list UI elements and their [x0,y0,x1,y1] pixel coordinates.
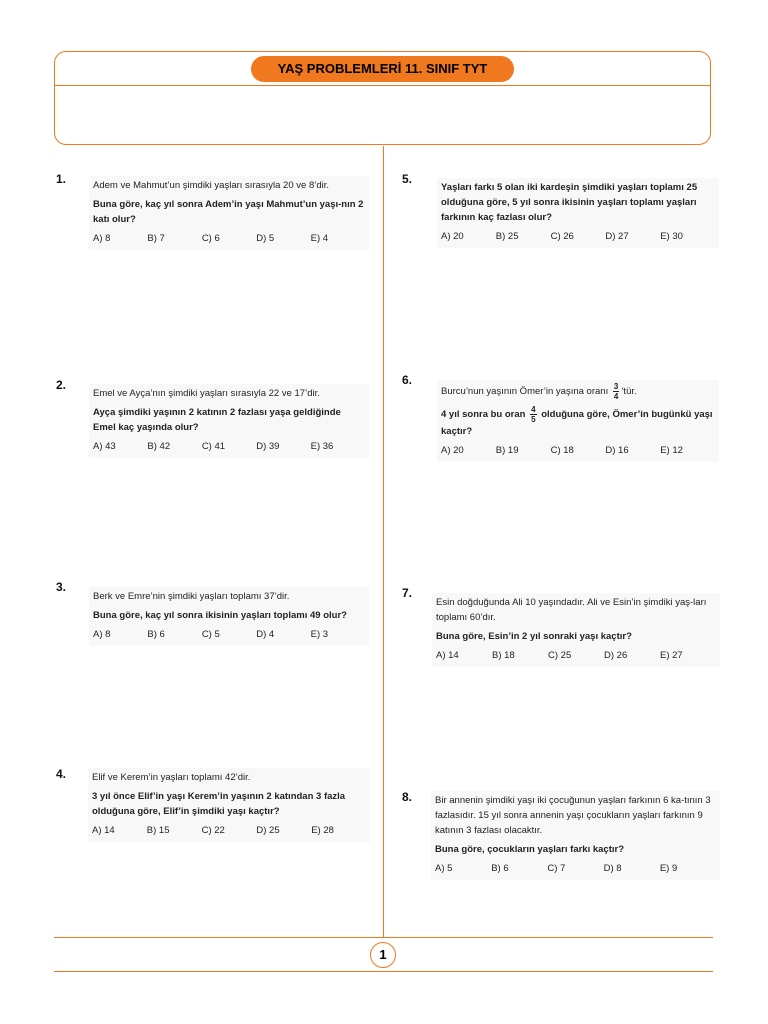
question-statement: Esin doğduğunda Ali 10 yaşındadır. Ali ve Esin’in şimdiki yaş-ları toplamı 60’dır. [436,597,707,623]
question-4 [88,768,370,842]
page-title: YAŞ PROBLEMLERİ 11. SINIF TYT [251,56,514,82]
option-e[interactable]: E) 30 [660,231,683,242]
option-e[interactable]: E) 3 [310,629,329,640]
question-prompt [441,405,715,439]
column-divider [383,146,384,937]
answer-options [93,627,365,642]
option-d[interactable]: D) 26 [604,650,628,661]
question-statement: Adem ve Mahmut’un şimdiki yaşları sırasıyla 20 ve 8’dir. [93,180,330,191]
question-number: 4. [56,767,67,781]
statement-suffix: ’tür. [621,386,637,398]
option-c[interactable]: C) 7 [547,863,566,874]
page-number: 1 [370,942,396,968]
question-8 [431,791,720,880]
statement-text: Burcu’nun yaşının Ömer’in yaşına oranı [441,386,609,398]
question-prompt: Yaşları farkı 5 olan iki kardeşin şimdiki yaşları toplamı 25 olduğuna göre, 5 yıl sonra ikisinin yaşları toplamı yaşları farkının kaç fazlası olur? [441,182,698,223]
prompt-suffix: olduğuna göre, Ömer’in bugünkü yaşı kaçtır? [441,409,713,437]
option-c[interactable]: C) 18 [550,445,574,456]
option-e[interactable]: E) 27 [660,650,683,661]
option-d[interactable]: D) 8 [603,863,622,874]
option-b[interactable]: B) 15 [146,825,170,836]
footer-rule-top [54,937,713,938]
option-d[interactable]: D) 39 [256,441,280,452]
option-b[interactable]: B) 7 [147,233,165,244]
option-d[interactable]: D) 27 [605,231,629,242]
option-a[interactable]: A) 8 [93,233,111,244]
option-b[interactable]: B) 18 [492,650,515,661]
option-c[interactable]: C) 6 [201,233,220,244]
question-3 [89,587,369,646]
question-number: 2. [56,378,67,392]
option-c[interactable]: C) 26 [550,231,574,242]
answer-options [436,648,716,663]
option-d[interactable]: D) 16 [605,445,629,456]
option-c[interactable]: C) 25 [548,650,572,661]
question-prompt: Buna göre, Esin’in 2 yıl sonraki yaşı kaçtır? [436,631,632,642]
option-c[interactable]: C) 5 [201,629,220,640]
question-5 [437,178,719,248]
option-b[interactable]: B) 19 [495,445,519,456]
option-a[interactable]: A) 14 [92,825,115,836]
option-e[interactable]: E) 4 [310,233,329,244]
option-a[interactable]: A) 20 [441,445,464,456]
option-a[interactable]: A) 5 [435,863,453,874]
option-c[interactable]: C) 22 [201,825,225,836]
option-e[interactable]: E) 9 [659,863,678,874]
question-prompt: Buna göre, çocukların yaşları farkı kaçtır? [435,844,625,855]
question-number: 5. [402,172,413,186]
answer-options [441,443,715,458]
question-prompt: Buna göre, kaç yıl sonra ikisinin yaşları toplamı 49 olur? [93,610,347,621]
option-d[interactable]: D) 5 [256,233,275,244]
option-a[interactable]: A) 14 [436,650,459,661]
question-prompt: Buna göre, kaç yıl sonra Adem’in yaşı Mahmut’un yaşı-nın 2 katı olur? [93,199,364,225]
header-divider [54,85,711,86]
question-6 [437,380,719,462]
question-1 [89,176,369,250]
option-d[interactable]: D) 25 [256,825,280,836]
question-number: 1. [56,172,67,186]
ratio-fraction: $\frac{4}{5}$ [531,405,536,424]
option-b[interactable]: B) 6 [491,863,509,874]
answer-options [93,439,365,454]
option-e[interactable]: E) 12 [660,445,683,456]
question-statement: Emel ve Ayça’nın şimdiki yaşları sırasıyla 22 ve 17’dir. [93,388,320,399]
question-number: 6. [402,373,413,387]
question-7 [432,593,720,667]
footer-rule-bottom [54,971,713,972]
question-number: 8. [402,790,413,804]
question-statement: Elif ve Kerem’in yaşları toplamı 42’dir. [92,772,251,783]
option-d[interactable]: D) 4 [256,629,275,640]
option-a[interactable]: A) 8 [93,629,111,640]
question-number: 7. [402,586,413,600]
question-2 [89,384,369,458]
question-number: 3. [56,580,67,594]
option-b[interactable]: B) 42 [147,441,171,452]
question-prompt: Ayça şimdiki yaşının 2 katının 2 fazlası yaşa geldiğinde Emel kaç yaşında olur? [93,407,341,433]
question-statement: Berk ve Emre’nin şimdiki yaşları toplamı 37’dir. [93,591,290,602]
option-e[interactable]: E) 28 [311,825,334,836]
option-a[interactable]: A) 43 [93,441,116,452]
ratio-fraction: $\frac{3}{4}$ [613,382,619,401]
option-c[interactable]: C) 41 [201,441,226,452]
question-statement [441,382,715,401]
option-e[interactable]: E) 36 [310,441,334,452]
option-b[interactable]: B) 25 [495,231,519,242]
answer-options [441,229,715,244]
prompt-text: 4 yıl sonra bu oran [441,409,526,421]
answer-options [93,231,365,246]
question-prompt: 3 yıl önce Elif’in yaşı Kerem’in yaşının 2 katından 3 fazla olduğuna göre, Elif’in şimdiki yaşı kaçtır? [92,791,346,817]
option-a[interactable]: A) 20 [441,231,464,242]
question-statement: Bir annenin şimdiki yaşı iki çocuğunun yaşları farkının 6 ka-tının 3 fazlasıdır. 15 yıl sonra annenin yaşı çocukların yaşları farkının 9 katının 3 fazlası olacaktır. [435,795,711,836]
answer-options [92,823,366,838]
option-b[interactable]: B) 6 [147,629,165,640]
answer-options [435,861,716,876]
